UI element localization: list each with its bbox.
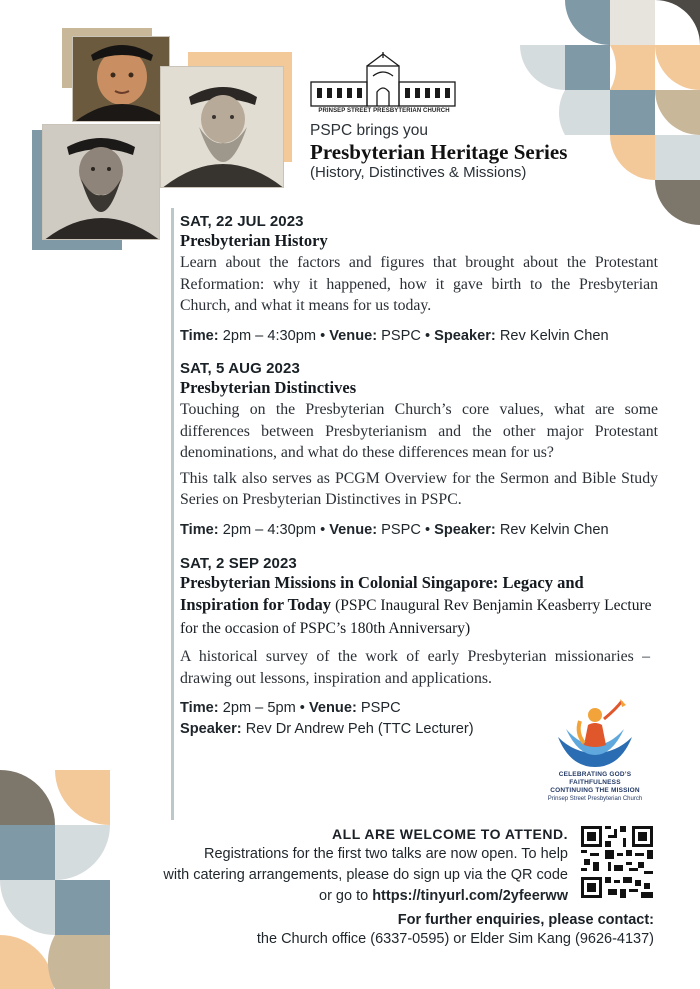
registration-info — [100, 826, 568, 907]
qr-code-icon[interactable] — [581, 826, 653, 898]
venue-value: PSPC — [381, 521, 421, 538]
registration-line-1: Registrations for the first two talks are now open. To help — [203, 846, 568, 862]
speaker-value: Rev Kelvin Chen — [499, 327, 609, 344]
church-name: PRINSEP STREET PRESBYTERIAN CHURCH — [318, 108, 450, 114]
venue-value: PSPC — [381, 327, 421, 344]
anniversary-badge — [540, 697, 650, 803]
speaker-value: Rev Kelvin Chen — [499, 521, 609, 538]
registration-text — [100, 844, 568, 907]
time-value: 2pm – 5pm — [222, 700, 296, 717]
event-title-main: Presbyterian Missions in Colonial Singapore: Legacy and Inspiration for Today — [180, 573, 584, 614]
event-title — [180, 572, 658, 640]
event-date: SAT, 2 SEP 2023 — [180, 555, 297, 572]
portrait-calvin — [42, 124, 160, 240]
event-details: Time: 2pm – 4:30pm • Venue: PSPC • Speaker: Rev Kelvin Chen — [180, 521, 609, 538]
anniversary-logo-icon — [550, 697, 640, 771]
time-label: Time: — [180, 327, 219, 344]
event-description: Touching on the Presbyterian Church’s core values, what are some differences between Presbyterianism and the other major Protestant denominations, and what do these differences mean for us? — [180, 401, 658, 462]
series-title: Presbyterian Heritage Series — [310, 140, 568, 164]
series-intro — [310, 122, 640, 181]
venue-label: Venue: — [329, 521, 378, 538]
badge-line-4: Prinsep Street Presbyterian Church — [547, 796, 643, 802]
registration-link-prefix: or go to — [319, 888, 369, 904]
event-details: Time: 2pm – 5pm • Venue: PSPC — [180, 700, 401, 717]
time-value: 2pm – 4:30pm — [222, 327, 317, 344]
event-title: Presbyterian Distinctives — [180, 378, 357, 397]
event-title-note: (PSPC Inaugural Rev Benjamin Keasberry Lecture for the occasion of PSPC’s 180th Anniversary) — [180, 597, 652, 637]
intro-brings: PSPC brings you — [310, 122, 429, 139]
decorative-pattern-top-right — [520, 0, 700, 230]
badge-line-2: FAITHFULNESS — [569, 779, 621, 786]
registration-line-2: with catering arrangements, please do sign up via the QR code — [163, 867, 568, 883]
venue-label: Venue: — [329, 327, 378, 344]
event-title: Presbyterian History — [180, 231, 328, 250]
badge-line-1: CELEBRATING GOD’S — [558, 771, 632, 778]
time-label: Time: — [180, 521, 219, 538]
venue-label: Venue: — [308, 700, 357, 717]
venue-value: PSPC — [360, 700, 401, 717]
series-subtitle: (History, Distinctives & Missions) — [310, 164, 527, 181]
registration-line-3 — [100, 886, 568, 907]
event-description-extra: This talk also serves as PCGM Overview for the Sermon and Bible Study Series on Presbyterian Distinctives in PSPC. — [180, 469, 658, 509]
time-value: 2pm – 4:30pm — [222, 521, 317, 538]
welcome-heading: ALL ARE WELCOME TO ATTEND. — [332, 826, 568, 842]
event-distinctives — [180, 360, 658, 541]
enquiry-info — [180, 912, 654, 950]
enquiry-contacts: the Church office (6337-0595) or Elder Sim Kang (9626-4137) — [256, 931, 654, 947]
speaker-label: Speaker: — [180, 721, 242, 738]
speaker-label: Speaker: — [434, 327, 496, 344]
speaker-label: Speaker: — [434, 521, 496, 538]
event-description: A historical survey of the work of early Presbyterian missionaries – drawing out lessons, inspiration and applications. — [180, 648, 650, 687]
badge-line-3: CONTINUING THE MISSION — [550, 787, 640, 794]
event-date: SAT, 22 JUL 2023 — [180, 213, 304, 230]
decorative-pattern-bottom-left — [0, 770, 110, 989]
event-history — [180, 213, 658, 347]
event-description: Learn about the factors and figures that brought about the Protestant Reformation: why it happened, how it gave birth to the Presbyterian Church, and what it means for us today. — [180, 254, 658, 315]
speaker-value: Rev Dr Andrew Peh (TTC Lecturer) — [245, 721, 474, 738]
vertical-divider — [171, 208, 174, 820]
event-details: Time: 2pm – 4:30pm • Venue: PSPC • Speaker: Rev Kelvin Chen — [180, 327, 609, 344]
enquiry-heading: For further enquiries, please contact: — [397, 912, 654, 928]
registration-link[interactable]: https://tinyurl.com/2yfeerww — [372, 888, 568, 904]
portrait-luther — [72, 36, 170, 122]
event-date: SAT, 5 AUG 2023 — [180, 360, 300, 377]
portrait-knox — [160, 66, 284, 188]
time-label: Time: — [180, 700, 219, 717]
